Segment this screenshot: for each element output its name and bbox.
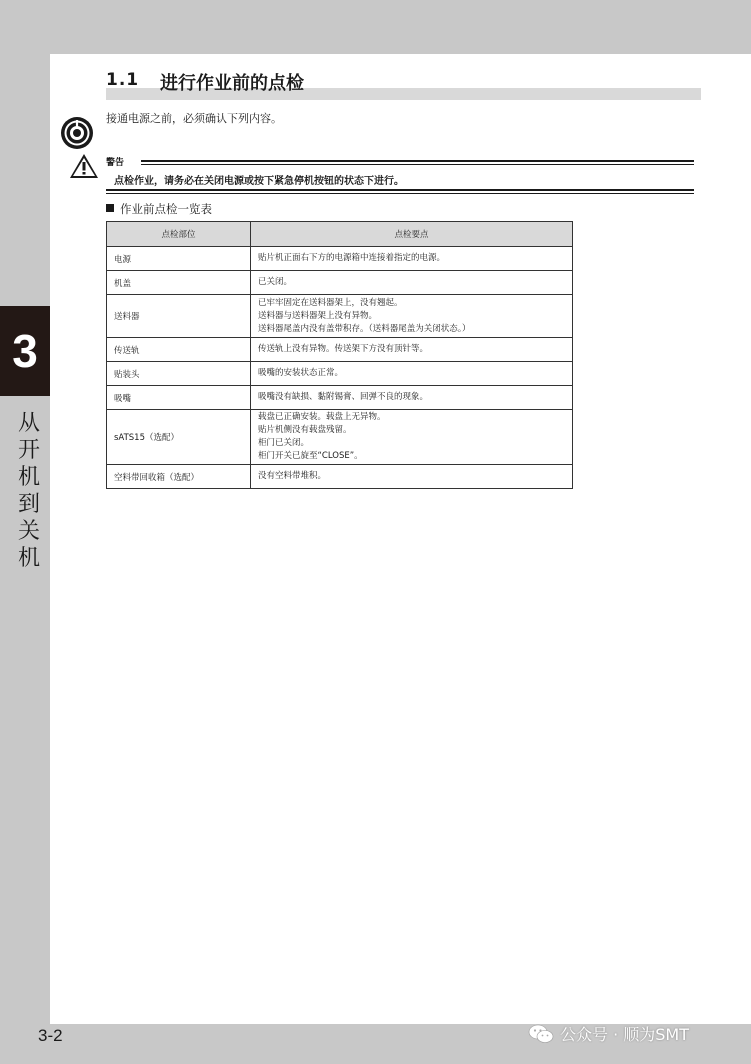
cell-part: 机盖 bbox=[107, 271, 251, 295]
point-line: 传送轨上没有异物。传送架下方没有顶针等。 bbox=[258, 344, 429, 354]
point-line: 已关闭。 bbox=[258, 277, 293, 287]
cell-point bbox=[251, 465, 573, 489]
point-line: 送料器与送料器架上没有异物。 bbox=[258, 310, 378, 321]
point-line: 已牢牢固定在送料器架上，没有翘起。 bbox=[258, 297, 403, 308]
cell-point bbox=[251, 247, 573, 271]
warning-rule-top bbox=[141, 160, 694, 165]
point-line: 柜门已关闭。 bbox=[258, 438, 310, 448]
point-line: 载盘已正确安装。载盘上无异物。 bbox=[258, 412, 386, 422]
cell-part: 吸嘴 bbox=[107, 386, 251, 410]
table-row bbox=[107, 362, 573, 386]
table-title bbox=[106, 201, 212, 217]
watermark bbox=[528, 1022, 689, 1045]
bullet-square-icon bbox=[106, 204, 114, 212]
section-heading bbox=[106, 70, 701, 100]
watermark-text: 公众号 · 顺为SMT bbox=[560, 1025, 689, 1044]
table-row bbox=[107, 295, 573, 338]
cell-part: 传送轨 bbox=[107, 338, 251, 362]
inspection-table bbox=[106, 221, 573, 489]
table-title-text: 作业前点检一览表 bbox=[120, 202, 212, 216]
point-line: 吸嘴没有缺损、黏附锡膏、回弹不良的现象。 bbox=[258, 392, 429, 402]
warning-rule-bottom bbox=[106, 189, 694, 194]
table-row bbox=[107, 465, 573, 489]
cell-point bbox=[251, 410, 573, 465]
table-row bbox=[107, 247, 573, 271]
power-check-icon bbox=[60, 116, 94, 150]
cell-point bbox=[251, 271, 573, 295]
chapter-number: 3 bbox=[12, 325, 38, 377]
cell-point bbox=[251, 338, 573, 362]
table-row bbox=[107, 386, 573, 410]
section-number: 1.1 bbox=[106, 70, 140, 90]
section-title: 进行作业前的点检 bbox=[160, 73, 304, 94]
cell-part: 送料器 bbox=[107, 295, 251, 338]
point-line: 柜门开关已旋至“CLOSE”。 bbox=[258, 451, 363, 461]
page-number: 3-2 bbox=[38, 1026, 63, 1045]
chapter-number-tab bbox=[0, 306, 50, 396]
cell-part: 贴装头 bbox=[107, 362, 251, 386]
point-line: 没有空料带堆积。 bbox=[258, 471, 327, 481]
chapter-title: 从开机到关机 bbox=[17, 411, 40, 571]
intro-text: 接通电源之前，必须确认下列内容。 bbox=[106, 112, 282, 125]
warning-triangle-icon bbox=[69, 153, 99, 179]
table-row bbox=[107, 338, 573, 362]
cell-part: 电源 bbox=[107, 247, 251, 271]
header-point: 点检要点 bbox=[251, 222, 573, 247]
table-body bbox=[107, 247, 573, 489]
cell-point bbox=[251, 295, 573, 338]
table-header-row bbox=[107, 222, 573, 247]
table-row bbox=[107, 410, 573, 465]
header-part: 点检部位 bbox=[107, 222, 251, 247]
warning-label: 警告 bbox=[106, 158, 125, 168]
cell-part: 空料带回收箱（选配） bbox=[107, 465, 251, 489]
point-line: 贴片机侧没有载盘残留。 bbox=[258, 425, 352, 435]
page-sheet bbox=[50, 54, 751, 1024]
cell-point bbox=[251, 362, 573, 386]
cell-part: sATS15（选配） bbox=[107, 410, 251, 465]
point-line: 吸嘴的安装状态正常。 bbox=[258, 368, 344, 378]
point-line: 贴片机正面右下方的电源箱中连接着指定的电源。 bbox=[258, 253, 446, 263]
point-line: 送料器尾盖内没有盖带积存。（送料器尾盖为关闭状态。） bbox=[258, 323, 471, 334]
table-row bbox=[107, 271, 573, 295]
warning-text: 点检作业，请务必在关闭电源或按下紧急停机按钮的状态下进行。 bbox=[114, 176, 404, 187]
wechat-icon bbox=[528, 1024, 554, 1044]
cell-point bbox=[251, 386, 573, 410]
